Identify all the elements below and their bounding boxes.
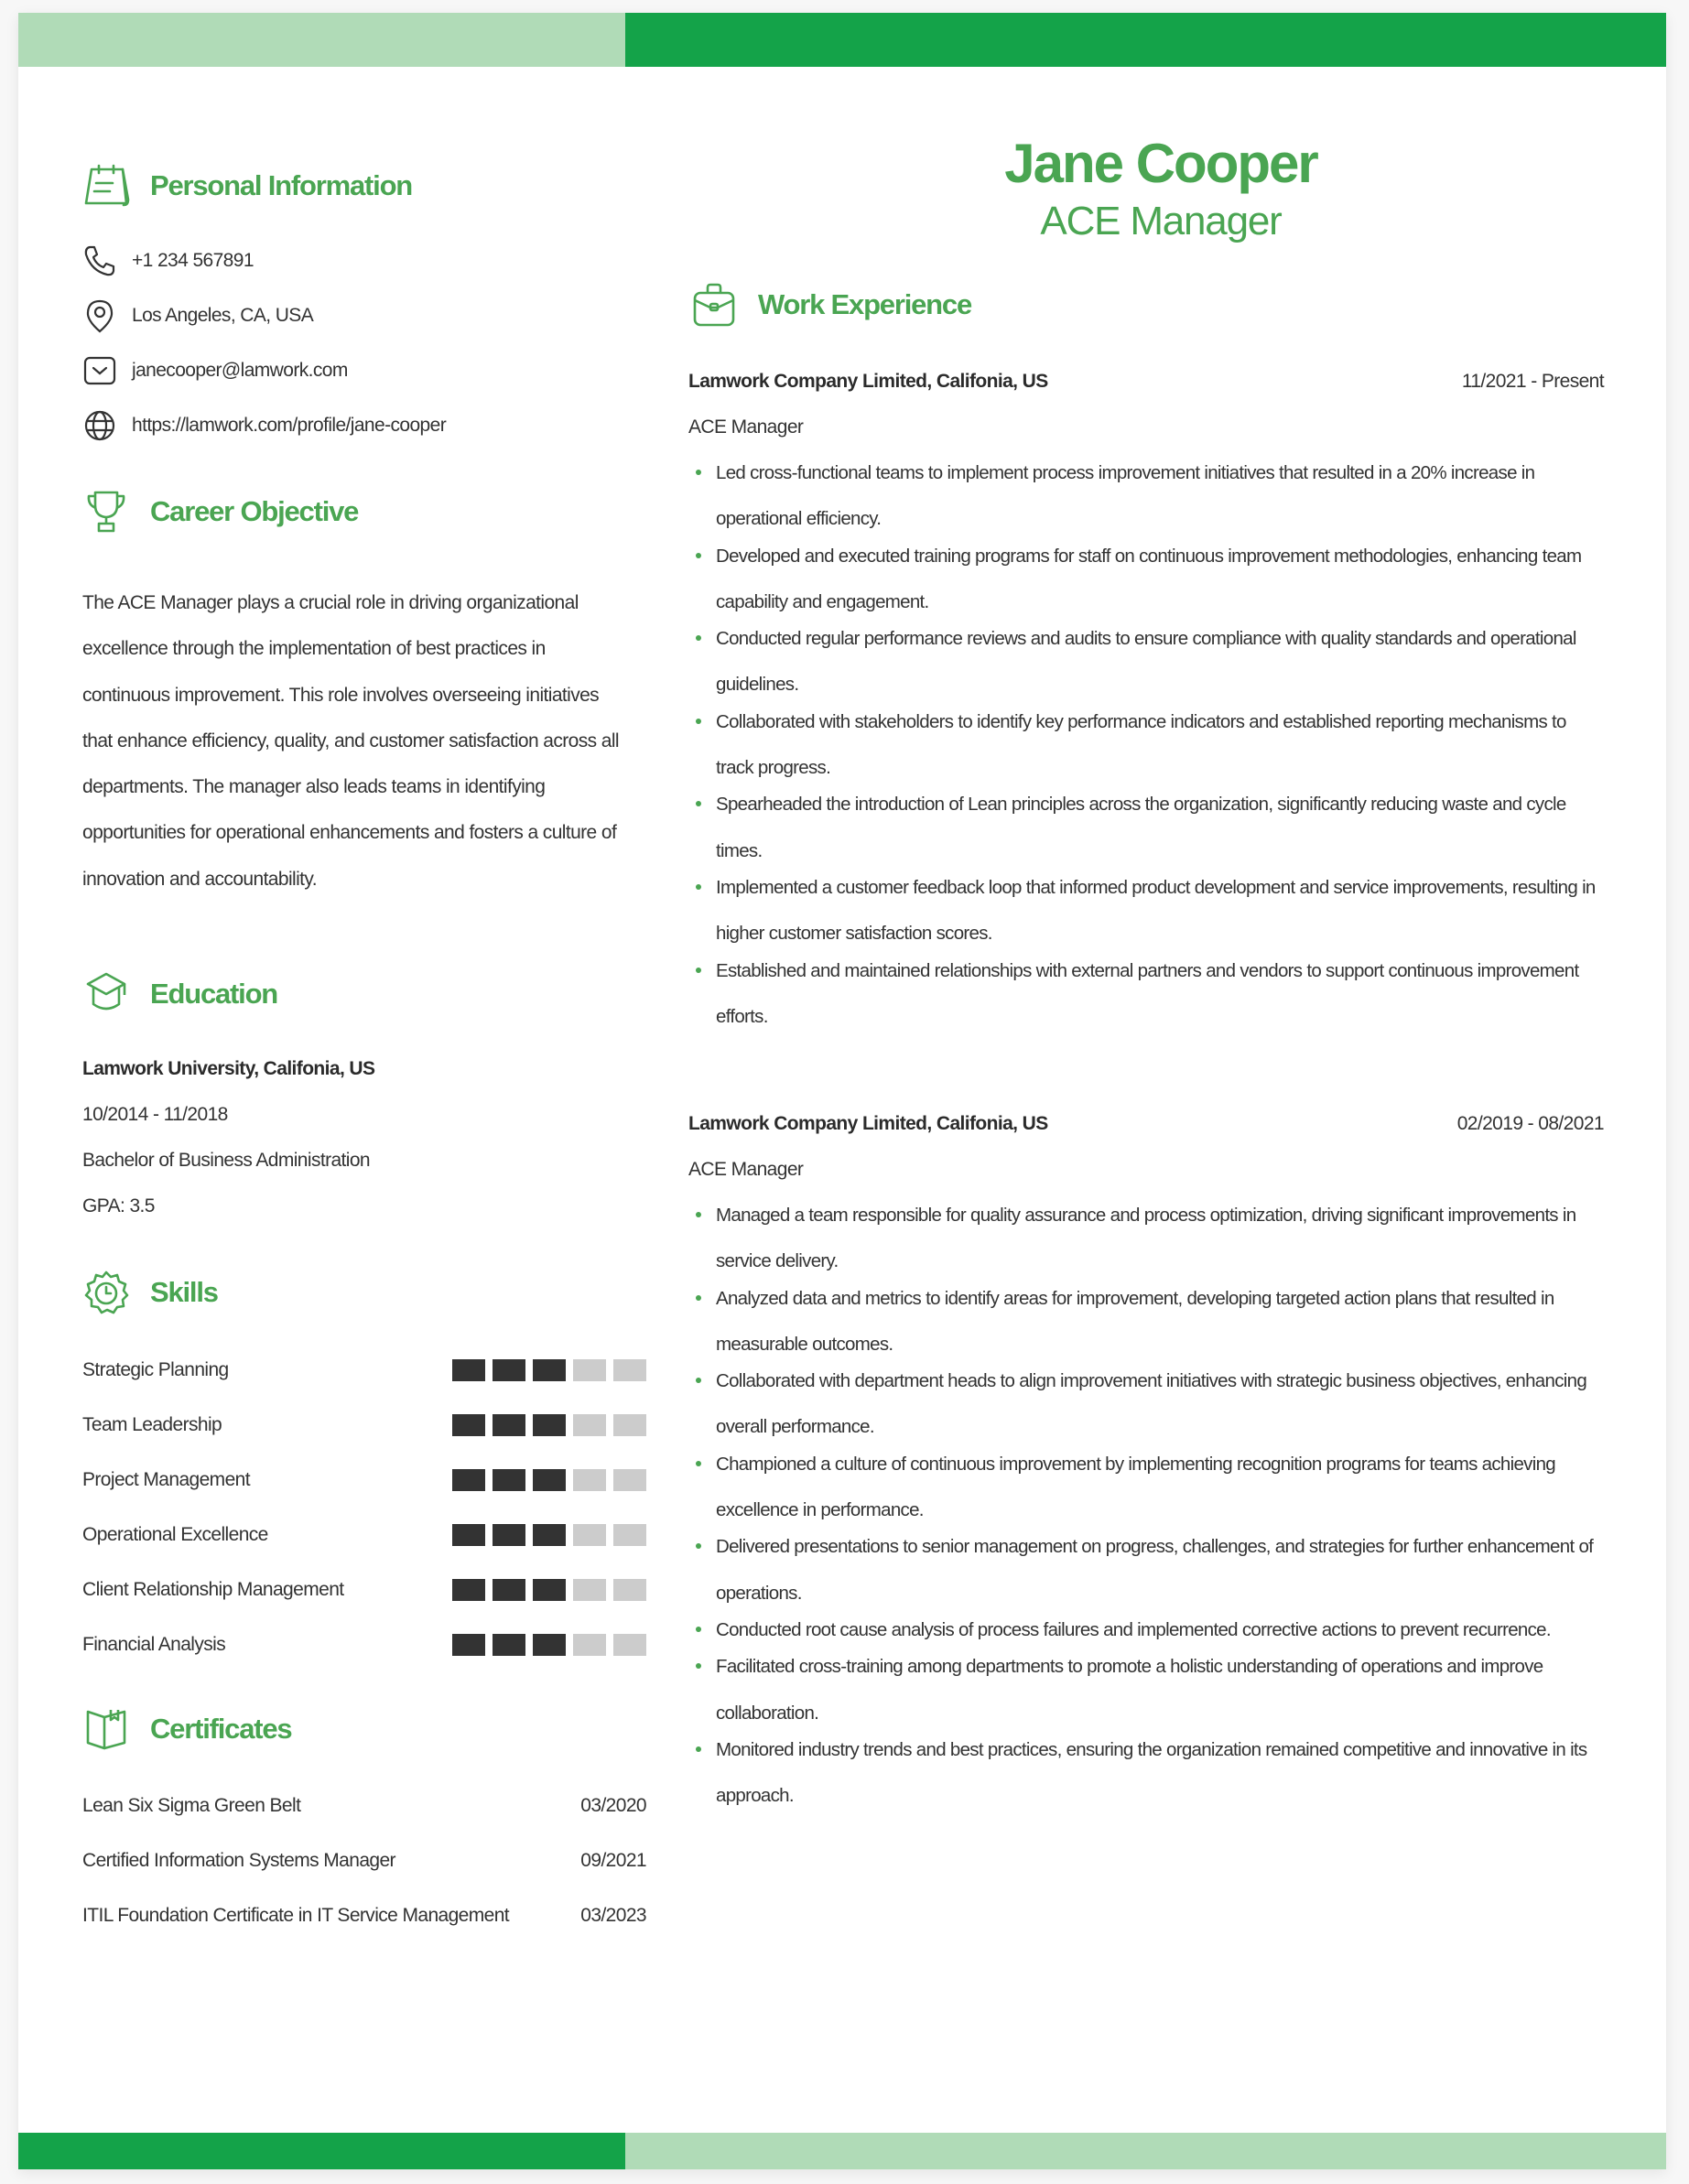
education-dates: 10/2014 - 11/2018 — [82, 1104, 228, 1125]
job-bullet: Led cross-functional teams to implement process improvement initiatives that resulted in a 20% increase in operational efficiency. — [688, 450, 1604, 543]
skill-level-filled — [533, 1414, 566, 1436]
gear-clock-icon — [82, 1270, 130, 1315]
skill-level-filled — [452, 1469, 485, 1491]
calendar-note-icon — [82, 163, 130, 209]
job-bullet: Championed a culture of continuous improvement by implementing recognition programs for teams achieving excellence in performance. — [688, 1442, 1604, 1534]
location-text: Los Angeles, CA, USA — [132, 305, 314, 326]
career-objective-text: The ACE Manager plays a crucial role in driving organizational excellence through the implementation of best practices in continuous improvement. This role involves overseeing initiatives that enhance efficiency, quality, and customer satisfaction across all departments. The manager also leads teams in identifying opportunities for operational enhancements and fosters a culture of innovation and accountability. — [82, 592, 620, 890]
skill-level-filled — [533, 1634, 566, 1656]
skill-level-filled — [493, 1414, 525, 1436]
job-bullet: Conducted root cause analysis of process failures and implemented corrective actions to prevent recurrence. — [688, 1607, 1604, 1653]
mail-icon — [82, 353, 117, 388]
skill-level-filled — [493, 1469, 525, 1491]
certificate-row — [82, 1792, 646, 1820]
contact-location — [82, 297, 313, 334]
skill-level-meter — [452, 1414, 646, 1436]
skill-level-filled — [452, 1359, 485, 1381]
website-link[interactable]: https://lamwork.com/profile/jane-cooper — [132, 415, 447, 436]
job-entry — [688, 368, 1604, 1040]
skill-row — [82, 1411, 650, 1439]
job-role: ACE Manager — [688, 416, 804, 438]
section-title: Career Objective — [150, 495, 359, 527]
skill-level-filled — [533, 1579, 566, 1601]
skill-level-filled — [493, 1524, 525, 1546]
personal-info-heading — [82, 163, 412, 209]
skill-level-empty — [613, 1359, 646, 1381]
job-dates: 11/2021 - Present — [1461, 371, 1604, 392]
job-bullets — [688, 1193, 1604, 1819]
skill-row — [82, 1521, 650, 1549]
skill-level-empty — [573, 1524, 606, 1546]
certificate-name: ITIL Foundation Certificate in IT Service Management — [82, 1905, 510, 1926]
job-bullet: Monitored industry trends and best practices, ensuring the organization remained competitive and innovative in its approach. — [688, 1727, 1604, 1820]
certificate-date: 03/2023 — [580, 1905, 646, 1926]
skill-name: Financial Analysis — [82, 1634, 226, 1655]
job-bullet: Delivered presentations to senior management on progress, challenges, and strategies for further enhancement of operations. — [688, 1524, 1604, 1616]
skill-level-empty — [613, 1414, 646, 1436]
certificate-name: Lean Six Sigma Green Belt — [82, 1795, 301, 1816]
skill-level-empty — [613, 1524, 646, 1546]
phone-text[interactable]: +1 234 567891 — [132, 250, 254, 271]
job-company: Lamwork Company Limited, Califonia, US — [688, 1113, 1048, 1134]
skill-level-empty — [613, 1634, 646, 1656]
skill-level-filled — [493, 1634, 525, 1656]
job-header — [688, 1110, 1604, 1138]
job-header — [688, 368, 1604, 395]
career-objective-heading — [82, 489, 358, 535]
phone-icon — [82, 243, 117, 278]
certificate-name: Certified Information Systems Manager — [82, 1850, 395, 1871]
job-bullets — [688, 450, 1604, 1040]
job-company: Lamwork Company Limited, Califonia, US — [688, 371, 1048, 392]
job-bullet: Managed a team responsible for quality assurance and process optimization, driving significant improvements in service delivery. — [688, 1193, 1604, 1285]
job-bullet: Implemented a customer feedback loop that informed product development and service improvements, resulting in higher customer satisfaction scores. — [688, 865, 1604, 957]
certificate-date: 09/2021 — [580, 1850, 646, 1871]
skill-name: Client Relationship Management — [82, 1579, 344, 1600]
section-title: Skills — [150, 1276, 218, 1308]
top-bar-light — [18, 13, 625, 67]
briefcase-icon — [690, 282, 738, 328]
work-experience-heading — [690, 282, 971, 328]
skill-row — [82, 1576, 650, 1604]
email-text[interactable]: janecooper@lamwork.com — [132, 360, 348, 381]
skill-level-filled — [452, 1524, 485, 1546]
education-gpa: GPA: 3.5 — [82, 1195, 155, 1216]
bottom-bar-light — [625, 2133, 1666, 2169]
skill-name: Operational Excellence — [82, 1524, 268, 1545]
job-bullet: Collaborated with stakeholders to identify key performance indicators and established reporting mechanisms to track progress. — [688, 699, 1604, 792]
bottom-bar-dark — [18, 2133, 625, 2169]
section-title: Certificates — [150, 1713, 292, 1745]
top-bar-dark — [625, 13, 1666, 67]
job-bullet: Established and maintained relationships with external partners and vendors to support continuous improvement efforts. — [688, 948, 1604, 1041]
contact-website — [82, 407, 446, 444]
skill-level-meter — [452, 1469, 646, 1491]
skill-level-filled — [533, 1359, 566, 1381]
skill-level-empty — [573, 1634, 606, 1656]
skill-level-filled — [452, 1579, 485, 1601]
section-title: Work Experience — [758, 288, 971, 320]
certificate-date: 03/2020 — [580, 1795, 646, 1816]
skill-level-filled — [533, 1524, 566, 1546]
skill-level-filled — [452, 1634, 485, 1656]
job-bullet: Conducted regular performance reviews and audits to ensure compliance with quality standards and operational guidelines. — [688, 616, 1604, 708]
job-bullet: Collaborated with department heads to align improvement initiatives with strategic business objectives, enhancing overall performance. — [688, 1358, 1604, 1451]
graduation-cap-icon — [82, 971, 130, 1017]
candidate-title: ACE Manager — [1040, 199, 1282, 243]
skill-level-empty — [573, 1469, 606, 1491]
skill-row — [82, 1357, 650, 1384]
skill-name: Team Leadership — [82, 1414, 222, 1435]
candidate-name: Jane Cooper — [1004, 133, 1317, 194]
education-school: Lamwork University, Califonia, US — [82, 1058, 375, 1079]
skill-level-empty — [613, 1469, 646, 1491]
resume-page — [18, 13, 1666, 2169]
book-icon — [82, 1706, 130, 1752]
skill-level-empty — [573, 1359, 606, 1381]
job-bullet: Facilitated cross-training among departments to promote a holistic understanding of operations and improve collaboration. — [688, 1644, 1604, 1736]
certificate-row — [82, 1902, 646, 1930]
skill-name: Strategic Planning — [82, 1359, 229, 1380]
certificate-row — [82, 1847, 646, 1875]
skill-level-meter — [452, 1579, 646, 1601]
skill-level-meter — [452, 1524, 646, 1546]
skill-row — [82, 1631, 650, 1659]
trophy-icon — [82, 489, 130, 535]
skill-level-filled — [452, 1414, 485, 1436]
skill-level-filled — [493, 1359, 525, 1381]
job-entry — [688, 1110, 1604, 1819]
contact-email — [82, 352, 348, 389]
education-heading — [82, 971, 277, 1017]
skill-level-meter — [452, 1359, 646, 1381]
location-pin-icon — [82, 298, 117, 333]
skill-name: Project Management — [82, 1469, 250, 1490]
skill-level-empty — [573, 1414, 606, 1436]
skills-heading — [82, 1270, 218, 1315]
skill-level-meter — [452, 1634, 646, 1656]
job-dates: 02/2019 - 08/2021 — [1456, 1113, 1604, 1134]
section-title: Education — [150, 978, 278, 1010]
globe-icon — [82, 408, 117, 443]
job-bullet: Analyzed data and metrics to identify areas for improvement, developing targeted action plans that resulted in measurable outcomes. — [688, 1276, 1604, 1368]
education-degree: Bachelor of Business Administration — [82, 1150, 371, 1171]
certificates-heading — [82, 1706, 291, 1752]
section-title: Personal Information — [150, 169, 413, 201]
skill-level-filled — [493, 1579, 525, 1601]
job-bullet: Spearheaded the introduction of Lean principles across the organization, significantly reducing waste and cycle times. — [688, 782, 1604, 874]
skill-level-filled — [533, 1469, 566, 1491]
job-role: ACE Manager — [688, 1159, 804, 1180]
contact-phone — [82, 243, 254, 279]
skill-level-empty — [573, 1579, 606, 1601]
skill-row — [82, 1466, 650, 1494]
job-bullet: Developed and executed training programs for staff on continuous improvement methodologies, enhancing team capability and engagement. — [688, 534, 1604, 626]
skill-level-empty — [613, 1579, 646, 1601]
